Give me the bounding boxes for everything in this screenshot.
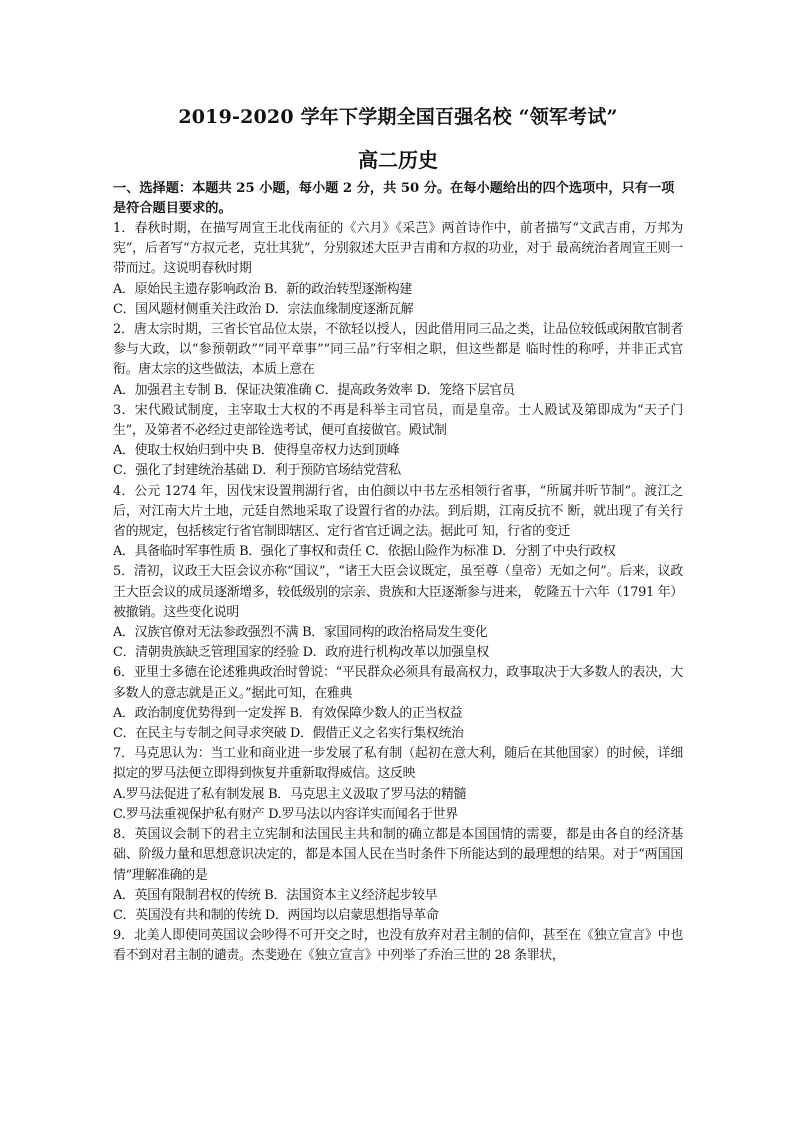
question-stem-3: 3．宋代殿试制度，主宰取士大权的不再是科举主司官员，而是皇帝。士人殿试及第即成为“天子门生”，及第者不必经过吏部铨选考试，便可直接做官。殿试制 bbox=[113, 402, 683, 439]
question-stem-8: 8．英国议会制下的君主立宪制和法国民主共和制的确立都是本国国情的需要，都是由各自的经济基础、阶级力量和思想意识决定的，都是本国人民在当时条件下所能达到的最理想的结果。对于“两国国情”理解准确的是 bbox=[113, 827, 683, 883]
question-stem-5: 5．清初，议政王大臣会议亦称“国议”，“诸王大臣会议既定，虽至尊（皇帝）无如之何”。后来，议政王大臣会议的成员逐渐增多，较低级别的宗亲、贵族和大臣逐渐参与进来， 乾隆五十六年（1791 年）被撤销。这些变化说明 bbox=[113, 564, 683, 620]
exam-title: 2019-2020 学年下学期全国百强名校 “领军考试” bbox=[178, 106, 618, 128]
question-3-options-line: A．使取士权始归到中央 B．使得皇帝权力达到顶峰 bbox=[113, 443, 400, 459]
exam-subject: 高二历史 bbox=[358, 148, 438, 172]
question-1-options-line: C．国风题材侧重关注政治 D．宗法血缘制度逐渐瓦解 bbox=[113, 301, 414, 317]
question-8-options-line: C．英国没有共和制的传统 D．两国均以启蒙思想指导革命 bbox=[113, 907, 439, 923]
question-stem-7: 7．马克思认为：当工业和商业进一步发展了私有制（起初在意大利，随后在其他国家）的时候，详细拟定的罗马法便立即得到恢复并重新取得威信。这反映 bbox=[113, 746, 683, 782]
question-stem-6: 6．亚里士多德在论述雅典政治时曾说：“平民群众必须具有最高权力，政事取决于大多数人的表决，大多数人的意志就是正义。”据此可知，在雅典 bbox=[113, 665, 683, 701]
question-stem-9: 9．北美人即使同英国议会吵得不可开交之时，也没有放弃对君主制的信仰，甚至在《独立宣言》中也看不到对君主制的谴责。杰斐逊在《独立宣言》中列举了乔治三世的 28 条罪状， bbox=[113, 928, 683, 964]
section-heading: 一、选择题：本题共 25 小题，每小题 2 分，共 50 分。在每小题给出的四个选项中，只有一项是符合题目要求的。 bbox=[113, 181, 675, 216]
exam-page bbox=[113, 104, 683, 967]
question-6-options-line: A．政治制度优势得到一定发挥 B．有效保障少数人的正当权益 bbox=[113, 705, 463, 721]
question-stem-2: 2．唐太宗时期，三省长官品位太崇，不欲轻以授人，因此借用同三品之类，让品位较低或闲散官制者参与大政，以“参预朝政”“同平章事”“同三品”行宰相之职，但这些都是 临时性的称呼，并非正式官衔。唐太宗的这些做法，本质上意在 bbox=[113, 322, 683, 378]
question-7-options-line: A.罗马法促进了私有制发展 B．马克思主义汲取了罗马法的精髓 bbox=[113, 786, 467, 802]
question-2-options-line: A．加强君主专制 B．保证决策准确 C．提高政务效率 D．笼络下层官员 bbox=[113, 382, 515, 398]
question-list bbox=[113, 219, 683, 967]
question-8-options-line: A．英国有限制君权的传统 B．法国资本主义经济起步较早 bbox=[113, 887, 438, 903]
question-3-options-line: C．强化了封建统治基础 D．利于预防官场结党营私 bbox=[113, 463, 401, 479]
question-stem-4: 4．公元 1274 年，因伐宋设置荆湖行省，由伯颜以中书左丞相领行省事，“所属并听节制”。渡江之后，对江南大片土地，元廷自然地采取了设置行省的办法。到后期，江南反抗不 断，就出现了有关行省的规定，包括核定行省官制即辖区、定行省官迁调之法。据此可 知，行省的变迁 bbox=[113, 483, 683, 540]
question-stem-1: 1．春秋时期，在描写周宣王北伐南征的《六月》《采芑》两首诗作中，前者描写“文武吉甫，万邦为宪”，后者写“方叔元老，克壮其犹”，分别叙述大臣尹吉甫和方叔的功业，对于 最高统治者周宣王则一带而过。这说明春秋时期 bbox=[113, 221, 683, 277]
question-4-options-line: A．具备临时军事性质 B．强化了事权和责任 C．依据山险作为标准 D．分割了中央行政权 bbox=[113, 544, 616, 560]
question-1-options-line: A．原始民主遗存影响政治 B．新的政治转型逐渐构建 bbox=[113, 281, 412, 297]
question-7-options-line: C.罗马法重视保护私有财产 D.罗马法以内容详实而闻名于世界 bbox=[113, 806, 458, 822]
question-5-options-line: A．汉族官僚对无法参政强烈不满 B．家国同构的政治格局发生变化 bbox=[113, 625, 488, 641]
question-5-options-line: C．清朝贵族缺乏管理国家的经验 D．政府进行机构改革以加强皇权 bbox=[113, 645, 489, 661]
question-6-options-line: C．在民主与专制之间寻求突破 D．假借正义之名实行集权统治 bbox=[113, 726, 464, 742]
